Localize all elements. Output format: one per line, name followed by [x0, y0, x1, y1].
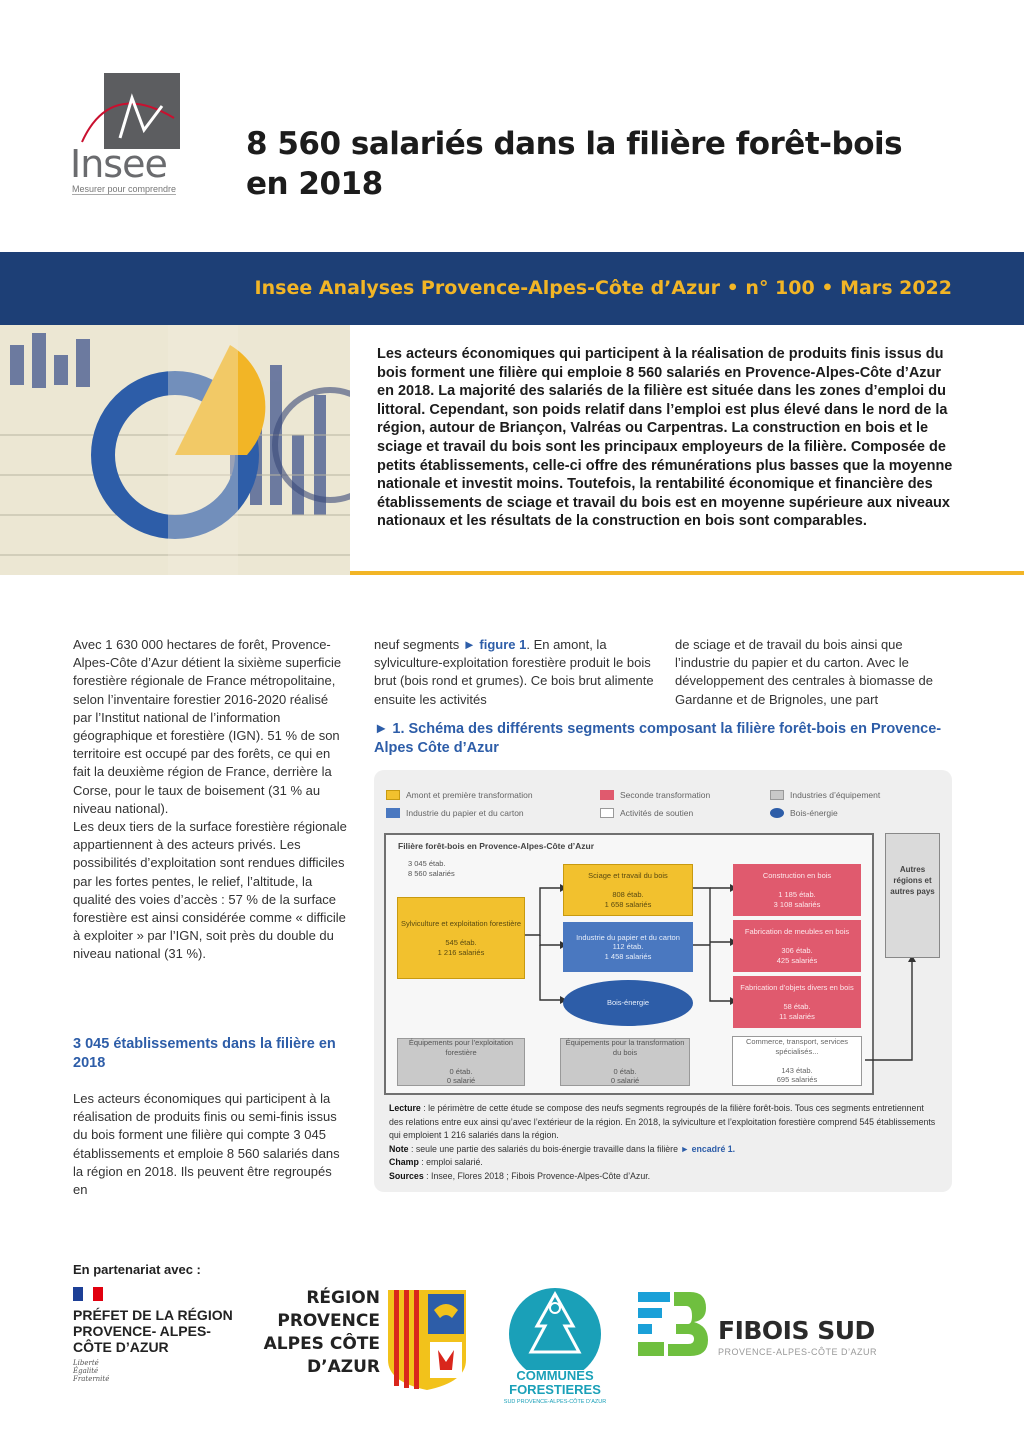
figure-title: ► 1. Schéma des différents segments composant la filière forêt-bois en Provence-Alpes Côte d’Azur	[374, 721, 942, 756]
series-band	[0, 252, 1024, 325]
body-column-2	[374, 636, 654, 709]
paragraph: Avec 1 630 000 hectares de forêt, Provence-Alpes-Côte d’Azur détient la sixième superficie forestière régionale de France métropolitaine, selon l’inventaire forestier 2016-2020 réalisé par l’Institut national de l’information géographique et forestière (IGN). 51 % de son territoire est occupé par des forêts, ce qui en fait la deuxième région de France, derrière la Corse, pour le taux de boisement (31 % au niveau national).	[73, 637, 342, 816]
paragraph: de sciage et de travail du bois ainsi que l’industrie du papier et du carton. Avec le développement des centrales à biomasse de Gardanne et de Brignoles, une part	[675, 637, 933, 707]
note-text: : seule une partie des salariés du bois-énergie travaille dans la filière	[408, 1143, 681, 1154]
legend-swatch-equipement	[770, 790, 784, 800]
hero-image	[0, 325, 350, 575]
logo-tagline: Mesurer pour comprendre	[72, 184, 177, 194]
node-bois-energie: Bois-énergie	[563, 980, 693, 1026]
note-text: : Insee, Flores 2018 ; Fibois Provence-Alpes-Côte d’Azur.	[423, 1170, 651, 1181]
node-construction: Construction en bois 1 185 étab. 3 108 salariés	[733, 864, 861, 916]
node-sciage: Sciage et travail du bois 808 étab. 1 658 salariés	[563, 864, 693, 916]
note-text: : le périmètre de cette étude se compose des neufs segments regroupés de la filière forêt-bois. Tous ces segments entretiennent des relations entre eux ainsi qu’avec l’extérieur de la région. En 2018, la sylviculture et l’exploitation forestière comprend 545 établissements qui emploient 1 216 salariés dans la région.	[389, 1103, 936, 1141]
divider	[350, 571, 1024, 575]
legend-swatch-papier	[386, 808, 400, 818]
legend-label: Industries d’équipement	[790, 790, 881, 800]
node-equipements-exploitation: Équipements pour l’exploitation forestière 0 étab. 0 salarié	[397, 1038, 525, 1086]
note-label: Sources	[389, 1170, 424, 1181]
paragraph: Les deux tiers de la surface forestière régionale appartiennent à des acteurs privés. Les possibilités d’exploitation sont rendues difficiles par les fortes pentes, le relief, l’altitude, la qualité des voies d’accès : 57 % de la surface forestière est ainsi considérée comme « difficile à exploiter » par l’IGN, soit près du double du niveau national (31 %).	[73, 819, 347, 962]
node-equipements-transformation: Équipements pour la transformation du bois 0 étab. 0 salarié	[560, 1038, 690, 1086]
figure-notes	[389, 1102, 939, 1184]
fibois-name: FIBOIS SUD	[718, 1316, 875, 1345]
insee-logo[interactable]	[70, 70, 185, 198]
fibois-subtitle: PROVENCE-ALPES-CÔTE D’AZUR	[718, 1347, 878, 1357]
figure-link[interactable]: ► figure 1	[462, 637, 527, 652]
communes-subtitle: SUD PROVENCE-ALPES-CÔTE D’AZUR	[503, 1399, 607, 1405]
text-run: neuf segments	[374, 637, 460, 652]
legend-label: Amont et première transformation	[406, 790, 533, 800]
body-column-1	[73, 636, 348, 964]
legend-swatch-energie	[770, 808, 784, 818]
legend-label: Seconde transformation	[620, 790, 711, 800]
node-autres-regions: Autres régions et autres pays	[885, 833, 940, 958]
legend-swatch-amont	[386, 790, 400, 800]
chart-collage-icon	[0, 325, 350, 575]
page-title: 8 560 salariés dans la filière forêt-bois en 2018	[246, 126, 903, 202]
abstract: Les acteurs économiques qui participent à la réalisation de produits finis issus du bois forment une filière qui emploie 8 560 salariés en Provence-Alpes-Côte d’Azur en 2018. La majorité des salariés de la filière est située dans les zones d’emploi du littoral. Cependant, son poids relatif dans l’emploi est plus élevé dans le nord de la région, autour de Briançon, Valréas ou Carpentras. La construction en bois et le sciage et travail du bois sont les principaux employeurs de la filière. Composée de petits établissements, celle-ci offre des rémunérations plus basses que la moyenne nationale et investit moins. Toutefois, la rentabilité économique et financière des établissements de sciage et travail du bois est en moyenne supérieure aux niveaux nationaux et les résultats de la construction en bois sont comparables.	[377, 346, 953, 530]
legend-swatch-seconde	[600, 790, 614, 800]
encadre-link[interactable]: ► encadré 1.	[680, 1143, 736, 1154]
region-name: RÉGION PROVENCE ALPES CÔTE D’AZUR	[263, 1288, 380, 1377]
diagram-totals: 3 045 étab. 8 560 salariés	[408, 859, 455, 878]
node-sylviculture: Sylviculture et exploitation forestière 545 étab. 1 216 salariés	[397, 897, 525, 979]
body-column-3	[675, 636, 955, 709]
communes-name: COMMUNES FORESTIERES	[509, 1368, 601, 1397]
note-label: Lecture	[389, 1103, 421, 1113]
legend-label: Bois-énergie	[790, 808, 838, 818]
note-label: Note	[389, 1143, 409, 1154]
legend-label: Activités de soutien	[620, 808, 694, 818]
legend-label: Industrie du papier et du carton	[406, 808, 524, 818]
legend-swatch-soutien	[600, 808, 614, 818]
text-run: . En amont, la sylviculture-exploitation forestière produit le bois brut (bois rond et grumes). Ce bois brut alimente ensuite les activités	[374, 637, 654, 707]
note-text: : emploi salarié.	[418, 1157, 483, 1168]
diagram-title: Filière forêt-bois en Provence-Alpes-Côte d’Azur	[398, 841, 595, 851]
node-meubles: Fabrication de meubles en bois 306 étab. 425 salariés	[733, 920, 861, 972]
node-commerce: Commerce, transport, services spécialisés... 143 étab. 695 salariés	[732, 1036, 862, 1086]
fibois-logo-icon	[638, 1292, 710, 1358]
prefet-logo[interactable]	[73, 1287, 233, 1383]
region-shield-icon	[388, 1290, 468, 1390]
marianne-flag-icon	[73, 1287, 103, 1301]
insee-logo-curve-icon	[70, 70, 185, 150]
prefet-name: PRÉFET DE LA RÉGION PROVENCE- ALPES- CÔTE D’AZUR	[73, 1307, 233, 1355]
section-heading: 3 045 établissements dans la filière en 2018	[73, 1036, 336, 1071]
node-papier: Industrie du papier et du carton 112 étab. 1 458 salariés	[563, 922, 693, 972]
prefet-motto: Liberté Égalité Fraternité	[73, 1359, 110, 1383]
series-line: Insee Analyses Provence-Alpes-Côte d’Azur • n° 100 • Mars 2022	[254, 277, 952, 299]
body-column-1b	[73, 1090, 348, 1199]
partner-label: En partenariat avec :	[73, 1262, 201, 1277]
logo-word: Insee	[70, 142, 167, 186]
communes-forestieres-logo-icon	[503, 1286, 607, 1370]
paragraph: Les acteurs économiques qui participent à la réalisation de produits finis ou semi-finis issus du bois forment une filière qui compte 3 045 établissements et emploie 8 560 salariés dans la région en 2018. Ils peuvent être regroupés en	[73, 1091, 340, 1198]
note-label: Champ	[389, 1157, 419, 1168]
node-objets: Fabrication d’objets divers en bois 58 étab. 11 salariés	[733, 976, 861, 1028]
